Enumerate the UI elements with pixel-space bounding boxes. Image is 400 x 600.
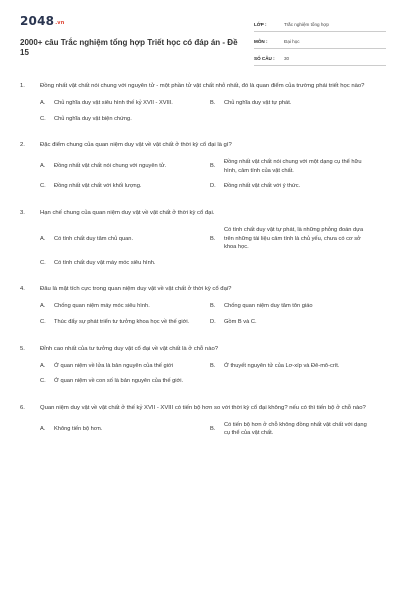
meta-value: 30 xyxy=(284,56,290,61)
answer-options xyxy=(20,362,374,386)
question-text: Đỉnh cao nhất của tư tưởng duy vật cổ đại về vật chất là ở chỗ nào? xyxy=(40,345,219,352)
answer-text: Chống quan niệm máy móc siêu hình. xyxy=(54,303,150,310)
answer-option-b[interactable] xyxy=(210,362,374,371)
answer-letter: C. xyxy=(40,115,46,122)
answer-text: Ở quan niệm về lửa là bản nguyên của thế giới xyxy=(54,362,173,369)
answer-option-a[interactable] xyxy=(40,158,204,175)
answer-options xyxy=(20,421,374,438)
answer-letter: A. xyxy=(40,100,46,106)
answer-letter: C. xyxy=(40,318,46,325)
answer-text: Chủ nghĩa duy vật tự phát. xyxy=(224,100,292,106)
answer-text: Gồm B và C. xyxy=(224,318,257,325)
answer-text: Chủ nghĩa duy vật biện chứng. xyxy=(54,115,132,122)
question-number: 4. xyxy=(20,286,25,293)
question-1 xyxy=(20,82,374,123)
answer-letter: B. xyxy=(210,303,216,310)
answer-letter: B. xyxy=(210,362,216,369)
answer-option-c[interactable] xyxy=(40,318,204,327)
answer-option-b[interactable] xyxy=(210,99,374,108)
answer-text: Có tiến bộ hơn ở chỗ không đồng nhất vật chất với dạng cụ thể của vật chất. xyxy=(224,421,367,437)
answer-text: Đồng nhất vật chất nói chung với một dạng cụ thể hữu hình, cảm tính của vật chất. xyxy=(224,159,362,174)
answer-option-c[interactable] xyxy=(40,182,204,191)
answer-text: Đồng nhất vật chất nói chung với nguyên tử. xyxy=(54,163,167,170)
question-3 xyxy=(20,209,374,267)
answer-option-a[interactable] xyxy=(40,302,204,311)
answer-letter: C. xyxy=(40,183,46,190)
document-meta xyxy=(254,14,386,62)
question-4 xyxy=(20,285,374,326)
question-number: 6. xyxy=(20,404,25,411)
answer-options xyxy=(20,158,374,191)
answer-option-c[interactable] xyxy=(40,377,204,386)
answer-letter: B. xyxy=(210,100,216,106)
answer-letter: A. xyxy=(40,362,46,369)
answer-text: Ở quan niệm về con số là bản nguyên của thế giới. xyxy=(54,378,184,385)
meta-row-class xyxy=(254,18,386,32)
answer-letter: B. xyxy=(210,163,216,170)
question-text: Quan niệm duy vật về vật chất ở thế kỷ XVII - XVIII có tiến bộ hơn so với thời kỳ cổ đại không? nếu có thì tiến bộ ở chỗ nào? xyxy=(40,404,366,411)
question-text: Đặc điểm chung của quan niệm duy vật về vật chất ở thời kỳ cổ đại là gì? xyxy=(40,142,232,149)
answer-text: Thúc đẩy sự phát triển tư tưởng khoa học về thế giới. xyxy=(54,318,190,325)
answer-letter: B. xyxy=(210,235,216,242)
answer-option-b[interactable] xyxy=(210,421,374,438)
question-number: 3. xyxy=(20,209,25,216)
answer-letter: A. xyxy=(40,163,46,170)
question-6 xyxy=(20,404,374,438)
answer-text: Không tiến bộ hơn. xyxy=(54,426,103,433)
meta-label: LỚP : xyxy=(254,22,267,27)
meta-label: SỐ CÂU : xyxy=(254,56,275,61)
answer-option-c[interactable] xyxy=(40,259,204,268)
answer-option-c[interactable] xyxy=(40,115,204,124)
meta-row-subject xyxy=(254,35,386,49)
question-text: Đồng nhất vật chất nói chung với nguyên tử - một phần tử vật chất nhỏ nhất, đó là quan điểm của trường phái triết học nào? xyxy=(40,83,365,89)
question-number: 2. xyxy=(20,142,25,149)
document-header xyxy=(0,0,400,62)
question-text: Đâu là mặt tích cực trong quan niệm duy vật về vật chất ở thời kỳ cổ đại? xyxy=(40,286,232,293)
answer-letter: D. xyxy=(210,183,216,190)
answer-option-b[interactable] xyxy=(210,226,374,252)
answer-letter: B. xyxy=(210,426,216,433)
answer-text: Chống quan niệm duy tâm tôn giáo xyxy=(224,303,313,310)
meta-label: MÔN : xyxy=(254,39,268,44)
answer-text: Có tính chất duy vật máy móc siêu hình. xyxy=(54,259,156,266)
answer-options xyxy=(20,226,374,267)
meta-value: Đại học xyxy=(284,39,300,44)
answer-text: Có tính chất duy vật tự phát, là những phỏng đoán dựa trên những tài liệu cảm tính là chủ yếu, chưa có cơ sở khoa học. xyxy=(224,226,364,251)
logo-text: 2048 xyxy=(20,14,55,28)
question-2 xyxy=(20,141,374,191)
answer-option-a[interactable] xyxy=(40,362,204,371)
answer-text: Có tính chất duy tâm chủ quan. xyxy=(54,235,134,242)
meta-value: Trắc nghiệm tổng hợp xyxy=(284,22,329,27)
answer-text: Đồng nhất vật chất với khối lượng. xyxy=(54,183,142,190)
answer-letter: C. xyxy=(40,378,46,385)
answer-option-d[interactable] xyxy=(210,182,374,191)
question-number: 1. xyxy=(20,83,25,89)
logo-suffix: .vn xyxy=(55,20,65,26)
answer-option-d[interactable] xyxy=(210,318,374,327)
question-list xyxy=(0,62,400,438)
answer-option-a[interactable] xyxy=(40,421,204,438)
answer-text: Chủ nghĩa duy vật siêu hình thế kỷ XVII - XVIII. xyxy=(54,100,173,106)
answer-option-b[interactable] xyxy=(210,158,374,175)
answer-option-a[interactable] xyxy=(40,99,204,108)
answer-option-b[interactable] xyxy=(210,302,374,311)
answer-text: Ở thuyết nguyên tử của Lơ-xíp và Đê-mô-crít. xyxy=(224,362,340,369)
site-logo[interactable] xyxy=(20,14,244,28)
answer-letter: A. xyxy=(40,235,46,242)
answer-options xyxy=(20,302,374,326)
meta-row-count xyxy=(254,52,386,66)
answer-option-a[interactable] xyxy=(40,226,204,252)
answer-letter: D. xyxy=(210,318,216,325)
answer-letter: C. xyxy=(40,259,46,266)
question-5 xyxy=(20,345,374,386)
answer-text: Đồng nhất vật chất với ý thức. xyxy=(224,183,301,190)
answer-options xyxy=(20,99,374,123)
answer-letter: A. xyxy=(40,303,46,310)
question-text: Hạn chế chung của quan niệm duy vật về vật chất ở thời kỳ cổ đại. xyxy=(40,209,215,216)
question-number: 5. xyxy=(20,345,25,352)
document-title: 2000+ câu Trắc nghiệm tổng hợp Triết học có đáp án - Đề 15 xyxy=(20,38,238,57)
header-left xyxy=(20,14,244,62)
answer-letter: A. xyxy=(40,426,46,433)
